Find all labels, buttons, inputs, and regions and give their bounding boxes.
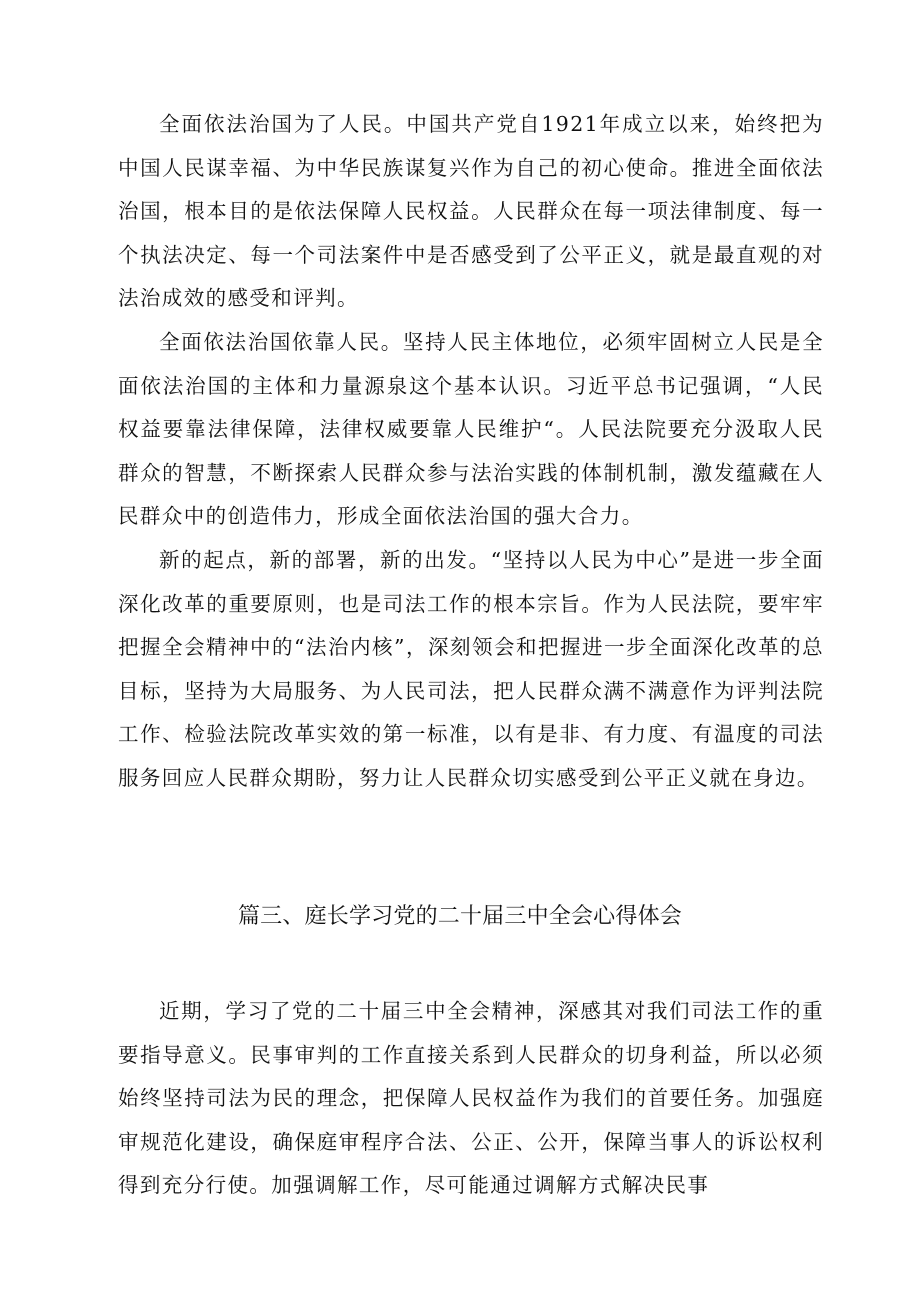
bottom-text-section [118,990,824,1208]
paragraph-rely-on-people: 全面依法治国依靠人民。坚持人民主体地位，必须牢固树立人民是全面依法治国的主体和力量源泉这个基本认识。习近平总书记强调，“人民权益要靠法律保障，法律权威要靠人民维护“。人民法院要充分汲取人民群众的智慧，不断探索人民群众参与法治实践的体制机制，激发蕴藏在人民群众中的创造伟力，形成全面依法治国的强大合力。 [118,329,824,529]
paragraph-people-purpose: 全面依法治国为了人民。中国共产党自1921年成立以来，始终把为中国人民谋幸福、为中华民族谋复兴作为自己的初心使命。推进全面依法治国，根本目的是依法保障人民权益。人民群众在每一项法律制度、每一个执法决定、每一个司法案件中是否感受到了公平正义，就是最直观的对法治成效的感受和评判。 [118,112,824,311]
top-text-section [118,103,824,801]
paragraph-new-start: 新的起点，新的部署，新的出发。“坚持以人民为中心”是进一步全面深化改革的重要原则，也是司法工作的根本宗旨。作为人民法院，要牢牢把握全会精神中的“法治内核”，深刻领会和把握进一步全面深化改革的总目标，坚持为大局服务、为人民司法，把人民群众满不满意作为评判法院工作、检验法院改革实效的第一标准，以有是非、有力度、有温度的司法服务回应人民群众期盼，努力让人民群众切实感受到公平正义就在身边。 [118,547,824,790]
section-heading: 篇三、庭长学习党的二十届三中全会心得体会 [237,904,682,929]
paragraph-recent-study: 近期，学习了党的二十届三中全会精神，深感其对我们司法工作的重要指导意义。民事审判的工作直接关系到人民群众的切身利益，所以必须始终坚持司法为民的理念，把保障人民权益作为我们的首要任务。加强庭审规范化建设，确保庭审程序合法、公正、公开，保障当事人的诉讼权利得到充分行使。加强调解工作，尽可能通过调解方式解决民事 [118,999,824,1198]
